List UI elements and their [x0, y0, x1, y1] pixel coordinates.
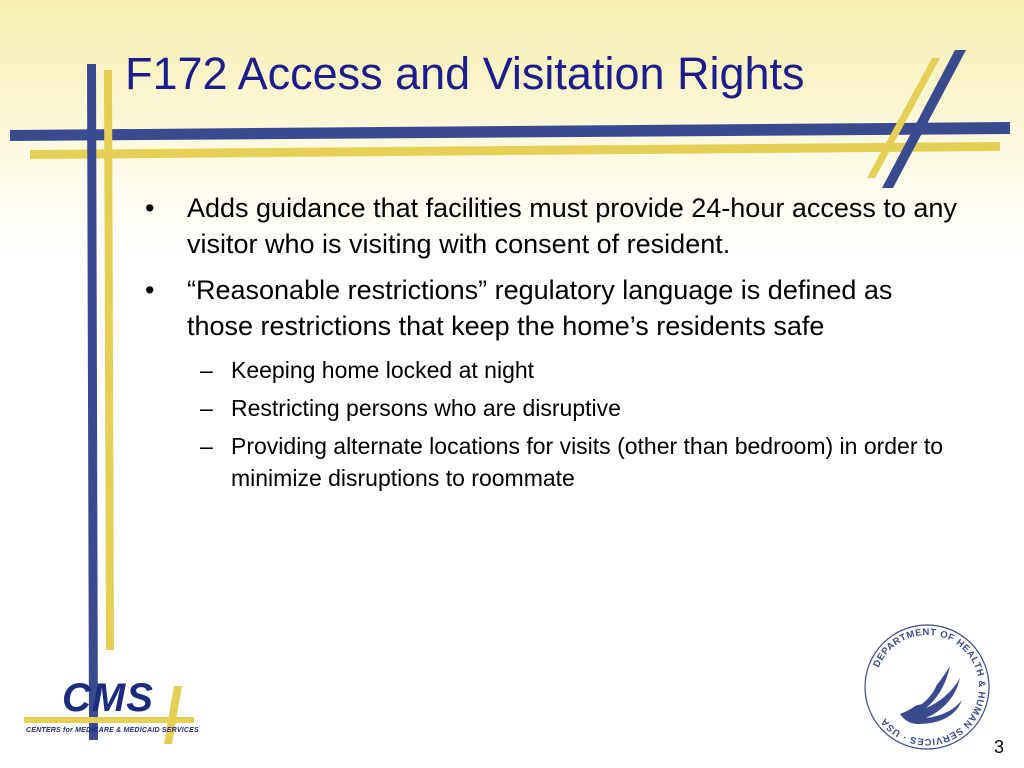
bullet-marker: •: [145, 275, 155, 305]
sub-bullet-text: Keeping home locked at night: [231, 357, 535, 383]
slide-title: F172 Access and Visitation Rights: [125, 48, 805, 99]
blue-vertical-line: [87, 64, 98, 740]
gold-horizontal-line: [30, 142, 1000, 159]
blue-horizontal-line: [10, 122, 1010, 141]
bullet-item: [145, 272, 965, 344]
sub-bullet-item: [145, 430, 965, 494]
dash-marker: –: [200, 395, 213, 421]
svg-text:DEPARTMENT OF HEALTH & HUMAN S: DEPARTMENT OF HEALTH & HUMAN SERVICES · USA: [871, 626, 988, 748]
blue-slanted-line: [882, 50, 966, 188]
cms-logo: CMS: [62, 676, 154, 720]
hhs-seal-icon: [862, 622, 992, 752]
cms-subtitle: CENTERS for MEDICARE & MEDICAID SERVICES: [26, 727, 199, 734]
page-number: 3: [994, 737, 1005, 757]
sub-bullet-text: Restricting persons who are disruptive: [231, 395, 621, 421]
bullet-marker: •: [145, 193, 155, 223]
sub-bullet-text: Providing alternate locations for visits (other than bedroom) in order to minimize disruptions to roommate: [231, 433, 944, 491]
sub-bullet-item: [145, 354, 965, 386]
bullet-text: “Reasonable restrictions” regulatory language is defined as those restrictions that keep the home’s residents safe: [187, 275, 893, 341]
bullet-list: [145, 190, 965, 344]
slide-content: [145, 190, 965, 500]
bullet-item: [145, 190, 965, 262]
sub-bullet-list: [145, 354, 965, 494]
bullet-text: Adds guidance that facilities must provide 24-hour access to any visitor who is visiting with consent of resident.: [187, 193, 957, 259]
sub-bullet-item: [145, 392, 965, 424]
dash-marker: –: [200, 433, 213, 459]
dash-marker: –: [200, 357, 213, 383]
